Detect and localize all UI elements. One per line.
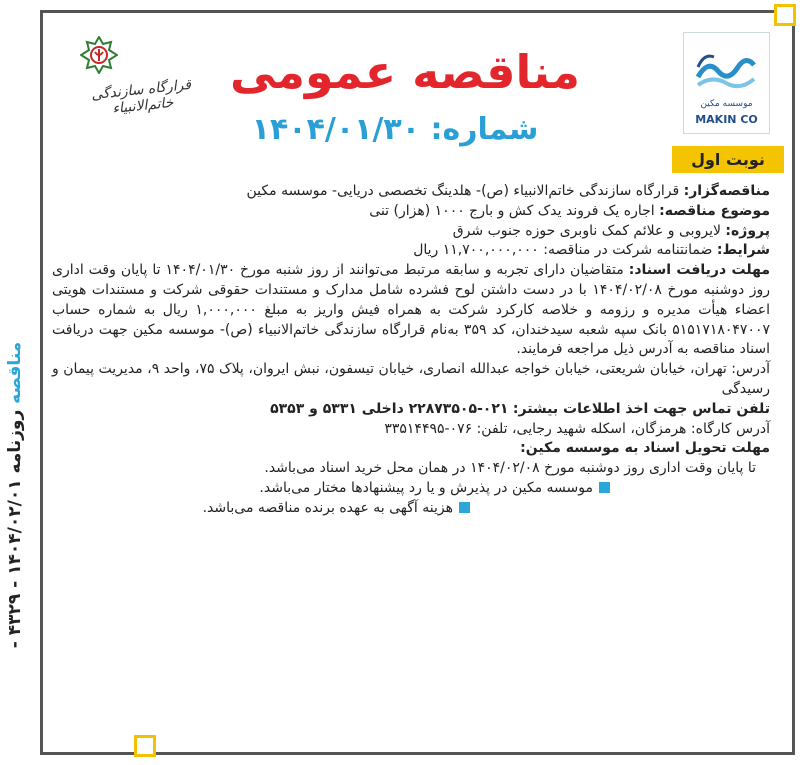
workshop-line: آدرس کارگاه: هرمزگان، اسکله شهید رجایی، تلفن: ۰۷۶-۳۳۵۱۴۴۹۵ (384, 420, 770, 437)
tender-body (52, 182, 770, 519)
phone-value: ۰۲۱-۲۲۸۷۳۵۰۵ داخلی ۵۳۳۱ و ۵۳۵۳ (270, 400, 509, 417)
subject-label: موضوع مناقصه: (659, 202, 770, 219)
corner-square-bottom-left (134, 735, 156, 757)
makin-logo-name-fa: موسسه مکین (700, 99, 753, 109)
side-label-highlight: مناقصه (5, 341, 25, 404)
side-label-suffix: - ۴۳۲۹ - ۱۴۰۴/۰۲/۰۱ (5, 479, 25, 649)
tender-number-label: شماره: (430, 112, 539, 147)
organizer-value: قرارگاه سازندگی خاتم‌الانبیاء (ص)- هلدینگ تخصصی دریایی- موسسه مکین (246, 183, 680, 199)
subject-line (52, 202, 770, 222)
delivery-label: مهلت تحویل اسناد به موسسه مکین: (520, 440, 770, 457)
note-line-1 (52, 479, 770, 499)
makin-logo (683, 32, 770, 134)
project-label: پروژه: (725, 222, 770, 239)
address-paragraph: آدرس: تهران، خیابان شریعتی، خیابان خواجه عبدالله انصاری، خیابان تیسفون، نبش ایروان، پلاک ۷۵، واحد ۹، مدیریت پیمان و رسیدگی (52, 361, 770, 397)
note-2: هزینه آگهی به عهده برنده مناقصه می‌باشد. (202, 499, 453, 516)
newspaper-side-label (5, 342, 25, 648)
tender-number (230, 112, 560, 147)
khatam-logo-text: قرارگاه سازندگی خاتم‌الانبیاء (90, 76, 192, 118)
phone-line (52, 400, 770, 420)
subject-value: اجاره یک فروند یدک کش و بارج ۱۰۰۰ (هزار) تنی (369, 202, 655, 219)
square-bullet-icon (599, 482, 610, 493)
project-value: لایروبی و علائم کمک ناوبری حوزه جنوب شرق (452, 222, 721, 239)
note-1: موسسه مکین در پذیرش و یا رد پیشنهادها مختار می‌باشد. (259, 479, 593, 496)
makin-logo-name-en: MAKIN CO (695, 113, 758, 126)
iran-emblem-icon (80, 36, 118, 74)
organizer-label: مناقصه‌گزار: (683, 183, 770, 199)
round-badge: نوبت اول (672, 146, 784, 173)
note-line-2 (52, 499, 770, 519)
delivery-value: تا پایان وقت اداری روز دوشنبه مورخ ۱۴۰۴/۰۲/۰۸ در همان محل خرید اسناد می‌باشد. (264, 460, 756, 477)
project-line (52, 222, 770, 242)
corner-square-top-right (774, 4, 796, 26)
tender-number-value: ۱۴۰۴/۰۱/۳۰ (251, 112, 421, 147)
wave-logo-icon (684, 37, 769, 101)
deadline-label: مهلت دریافت اسناد: (628, 262, 770, 279)
side-label-prefix: روزنامه (5, 409, 25, 474)
deadline-value: متقاضیان دارای تجربه و سابقه مرتبط می‌توانند از روز شنبه مورخ ۱۴۰۴/۰۱/۳۰ تا پایان وقت اداری روز دوشنبه مورخ ۱۴۰۴/۰۲/۰۸ با در دست داشتن لوح فشرده شامل مدارک و مستندات حقوقی شرکت و مستندات هویتی اعضاء هیأت مدیره و رزومه و خلاصه کارکرد شرکت به همراه فیش واریز به مبلغ ۱,۰۰۰,۰۰۰ ریال به شماره حساب ۵۱۵۱۷۱۸۰۴۷۰۰۷ بانک سپه شعبه سیدخندان، کد ۳۵۹ به‌نام قرارگاه سازندگی خاتم‌الانبیاء (ص)- موسسه مکین جهت دریافت اسناد مناقصه به آدرس ذیل مراجعه فرمایند. (52, 262, 771, 358)
conditions-label: شرایط: (716, 242, 770, 259)
conditions-line (52, 241, 770, 261)
square-bullet-icon (459, 502, 470, 513)
deadline-paragraph (52, 261, 770, 360)
phone-label: تلفن تماس جهت اخذ اطلاعات بیشتر: (512, 400, 770, 417)
conditions-value: ضمانتنامه شرکت در مناقصه: ۱۱,۷۰۰,۰۰۰,۰۰۰ ریال (413, 242, 713, 259)
organizer-line (52, 182, 770, 202)
page-title: مناقصه عمومی (230, 45, 581, 99)
